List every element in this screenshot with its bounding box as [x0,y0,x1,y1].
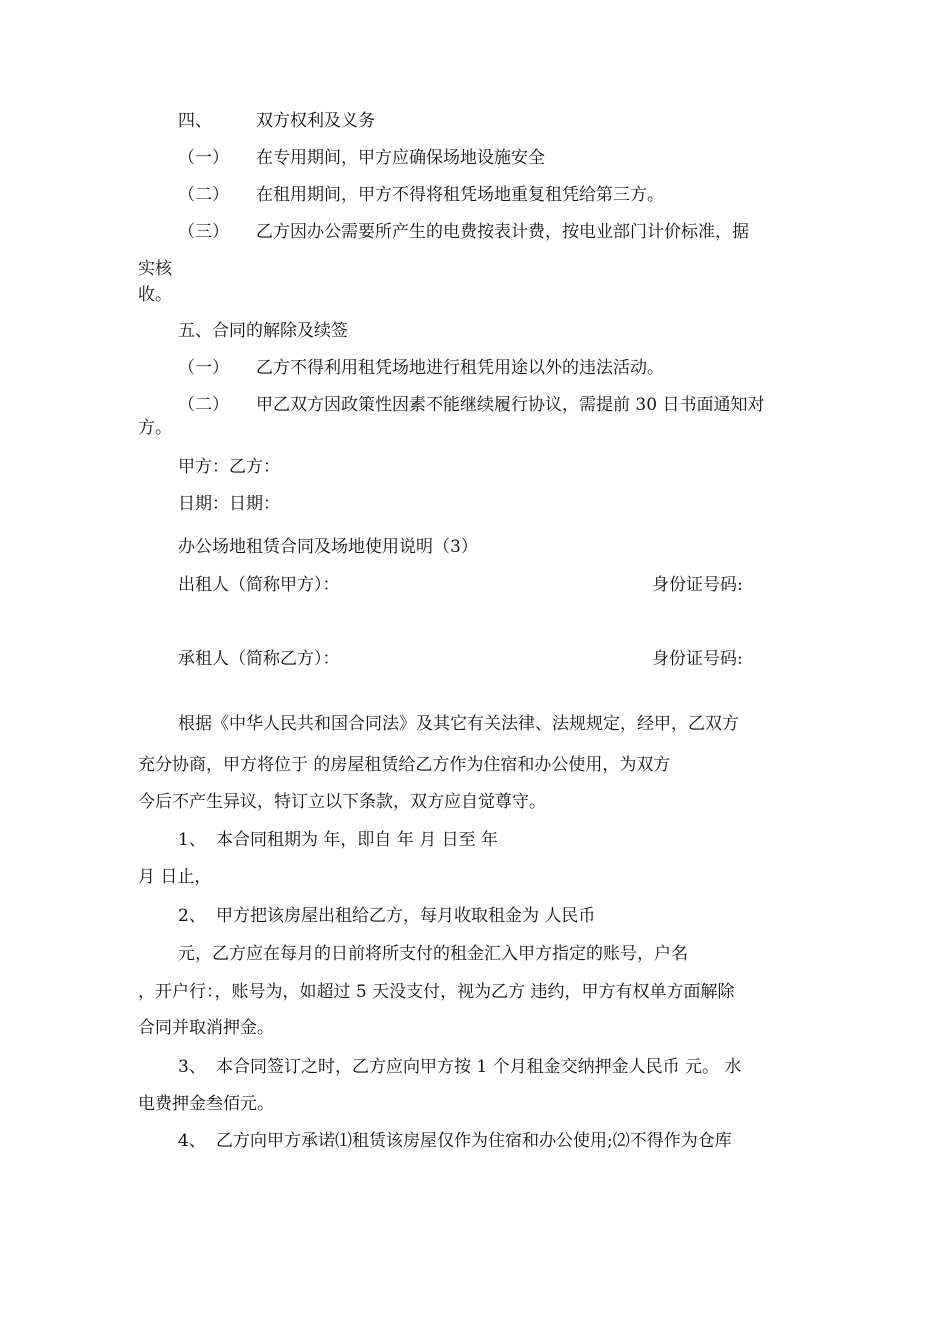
item-text: 乙方因办公需要所产生的电费按表计费，按电业部门计价标准，据 [256,222,749,242]
item-number: （二） [178,185,229,205]
section4-item-3-cont2: 收。 [138,285,172,305]
clause-1-line-1 [178,829,498,851]
section5-item-2 [178,394,764,416]
clause-4-number: 4、 [178,1131,206,1151]
section5-title: 五、合同的解除及续签 [178,321,348,341]
doc2-title: 办公场地租赁合同及场地使用说明（3） [178,537,478,557]
lessee-label: 承租人（简称乙方）： [178,649,340,669]
signature-parties: 甲方：乙方： [178,457,280,477]
clause-3-line-2: 电费押金叁佰元。 [138,1094,274,1114]
section4-title: 双方权利及义务 [256,111,375,131]
section4-item-1 [178,147,545,169]
clause-1-line-2: 月 日止， [138,867,212,887]
item-number: （二） [178,395,229,415]
item-text: 在专用期间，甲方应确保场地设施安全 [256,148,545,168]
clause-3-number: 3、 [178,1057,206,1077]
section4-number: 四、 [178,111,212,131]
section5-item-2-cont: 方。 [138,418,172,438]
intro-line-3: 今后不产生异议，特订立以下条款，双方应自觉尊守。 [138,792,546,812]
item-text: 在租用期间，甲方不得将租凭场地重复租凭给第三方。 [256,185,664,205]
clause-2-text: 甲方把该房屋出租给乙方，每月收取租金为 人民币 [216,906,596,926]
clause-2-line-2: 元，乙方应在每月的日前将所支付的租金汇入甲方指定的账号，户名 [178,944,688,964]
clause-3-line-1 [178,1056,741,1078]
item-text: 乙方不得利用租凭场地进行租凭用途以外的违法活动。 [256,358,664,378]
clause-2-line-3: ，开户行：，账号为，如超过 5 天没支付，视为乙方 违约，甲方有权单方面解除 [138,982,735,1002]
clause-4-line-1 [178,1130,732,1152]
clause-1-number: 1、 [178,830,206,850]
intro-line-1: 根据《中华人民共和国合同法》及其它有关法律、法规规定，经甲，乙双方 [178,714,739,734]
item-number: （一） [178,148,229,168]
clause-3-text: 本合同签订之时，乙方应向甲方按 1 个月租金交纳押金人民币 元。 水 [216,1057,742,1077]
clause-4-text: 乙方向甲方承诺⑴租赁该房屋仅作为住宿和办公使用;⑵不得作为仓库 [216,1131,732,1151]
clause-1-text: 本合同租期为 年，即自 年 月 日至 年 [216,830,499,850]
lessor-label: 出租人（简称甲方）： [178,575,340,595]
lessor-id-label: 身份证号码: [652,575,743,595]
item-number: （一） [178,358,229,378]
clause-2-line-1 [178,905,595,927]
section4-item-3 [178,221,749,243]
signature-dates: 日期：日期： [178,494,280,514]
section5-item-1 [178,357,664,379]
clause-2-line-4: 合同并取消押金。 [138,1018,274,1038]
section4-item-3-cont1: 实核 [138,259,172,279]
section4-heading [178,110,375,132]
intro-line-2: 充分协商，甲方将位于 的房屋租赁给乙方作为住宿和办公使用，为双方 [138,755,671,775]
clause-2-number: 2、 [178,906,206,926]
item-text: 甲乙双方因政策性因素不能继续履行协议，需提前 30 日书面通知对 [256,395,765,415]
item-number: （三） [178,222,229,242]
section4-item-2 [178,184,664,206]
lessee-id-label: 身份证号码: [652,649,743,669]
